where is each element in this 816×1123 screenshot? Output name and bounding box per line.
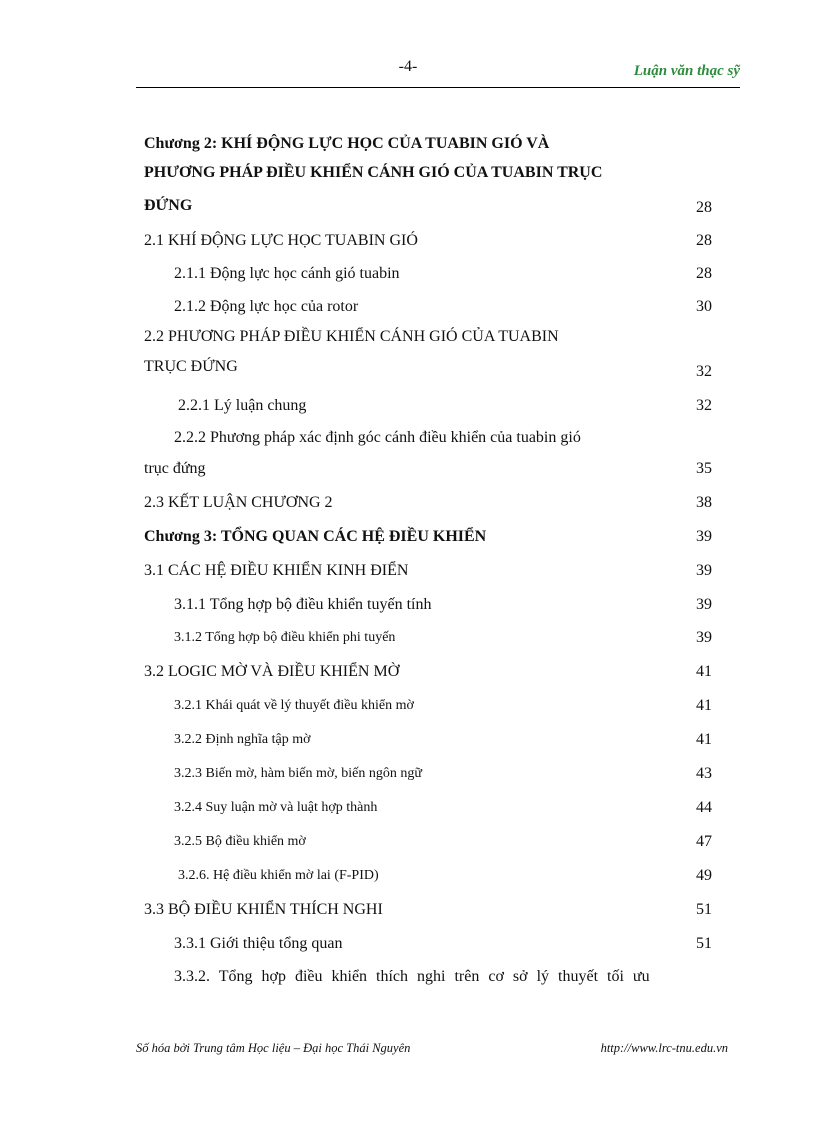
toc-line: TRỤC ĐỨNG 32 <box>144 358 712 380</box>
footer-url: http://www.lrc-tnu.edu.vn <box>600 1041 728 1055</box>
toc-line: 3.2.4 Suy luận mờ và luật hợp thành 44 <box>174 799 712 816</box>
toc-line: 2.2.2 Phương pháp xác định góc cánh điều khiển của tuabin gió <box>174 429 581 446</box>
toc-line: 3.1.2 Tổng hợp bộ điều khiển phi tuyến 39 <box>174 629 712 646</box>
document-title: Luận văn thạc sỹ <box>633 63 740 79</box>
toc-line: Chương 2: KHÍ ĐỘNG LỰC HỌC CỦA TUABIN GIÓ VÀ <box>144 135 550 152</box>
toc-line: 3.2.6. Hệ điều khiển mờ lai (F-PID) 49 <box>178 867 712 884</box>
toc-line: 2.1 KHÍ ĐỘNG LỰC HỌC TUABIN GIÓ 28 <box>144 232 712 249</box>
toc-line: 3.2.2 Định nghĩa tập mờ 41 <box>174 731 712 748</box>
toc-line: 3.1 CÁC HỆ ĐIỀU KHIỂN KINH ĐIỂN 39 <box>144 562 712 579</box>
toc-line: 3.2 LOGIC MỜ VÀ ĐIỀU KHIỂN MỜ 41 <box>144 663 712 680</box>
toc-line: 2.3 KẾT LUẬN CHƯƠNG 2 38 <box>144 494 712 511</box>
toc-line: 3.3.1 Giới thiệu tổng quan 51 <box>174 935 712 952</box>
toc-line: Chương 3: TỔNG QUAN CÁC HỆ ĐIỀU KHIỂN 39 <box>144 528 712 545</box>
footer-source: Số hóa bởi Trung tâm Học liệu – Đại học Thái Nguyên <box>136 1041 411 1055</box>
toc-line: 3.2.3 Biến mờ, hàm biến mờ, biến ngôn ngữ 43 <box>174 765 712 782</box>
toc-line: trục đứng 35 <box>144 460 712 477</box>
page-number: -4- <box>398 58 418 75</box>
toc-line: 2.1.1 Động lực học cánh gió tuabin 28 <box>174 265 712 282</box>
toc-line: 3.3 BỘ ĐIỀU KHIỂN THÍCH NGHI 51 <box>144 901 712 918</box>
toc-line: PHƯƠNG PHÁP ĐIỀU KHIỂN CÁNH GIÓ CỦA TUABIN TRỤC <box>144 164 603 181</box>
table-of-contents <box>144 0 712 1000</box>
toc-line: 3.1.1 Tổng hợp bộ điều khiển tuyến tính 39 <box>174 596 712 613</box>
toc-line: 2.2.1 Lý luận chung 32 <box>178 397 712 414</box>
toc-line: ĐỨNG 28 <box>144 197 712 216</box>
toc-line: 3.3.2. Tổng hợp điều khiển thích nghi trên cơ sở lý thuyết tối ưu <box>174 968 650 985</box>
toc-line: 2.2 PHƯƠNG PHÁP ĐIỀU KHIỂN CÁNH GIÓ CỦA TUABIN <box>144 328 559 345</box>
toc-line: 2.1.2 Động lực học của rotor 30 <box>174 298 712 315</box>
toc-line: 3.2.5 Bộ điều khiển mờ 47 <box>174 833 712 850</box>
toc-line: 3.2.1 Khái quát về lý thuyết điều khiển mờ 41 <box>174 697 712 714</box>
